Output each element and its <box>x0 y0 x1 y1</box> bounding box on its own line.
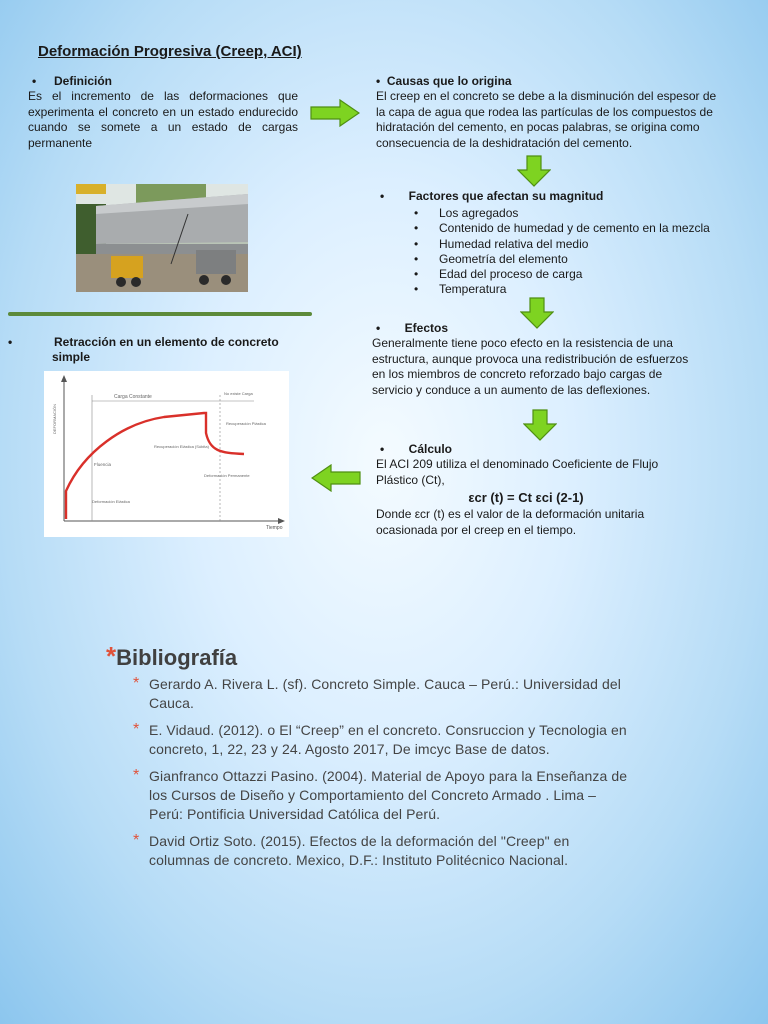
star-bullet-icon: * <box>133 721 140 738</box>
arrow-down-icon <box>523 409 557 441</box>
calculo-text: El ACI 209 utiliza el denominado Coeficiente de Flujo Plástico (Ct), <box>376 457 659 487</box>
bibliografia-item: * Gianfranco Ottazzi Pasino. (2004). Material de Apoyo para la Enseñanza de los Cursos de Diseño y Comportamiento del Concreto Armado . Lima – Perú: Pontificia Universidad Católica del Perú. <box>133 767 628 822</box>
retraccion-heading: • Retracción en un elemento de concreto simple <box>8 335 279 364</box>
definicion-heading: • Definición <box>32 74 113 88</box>
calculo-formula: εcr (t) = Ct εci (2-1) <box>468 490 584 505</box>
calculo-section <box>376 442 676 538</box>
arrow-left-icon <box>311 464 361 492</box>
efectos-section <box>372 321 692 398</box>
creep-deformation-chart <box>44 371 289 537</box>
causas-heading: • Causas que lo origina <box>376 74 512 88</box>
factor-item: • Contenido de humedad y de cemento en la mezcla <box>376 221 746 236</box>
factores-section <box>376 189 746 298</box>
chart-label-fluencia: Fluencia <box>94 462 112 467</box>
factor-item: • Temperatura <box>376 282 746 297</box>
retraccion-section <box>8 335 298 365</box>
star-bullet-icon: * <box>133 675 140 692</box>
efectos-text: Generalmente tiene poco efecto en la resistencia de una estructura, aunque provoca una redistribución de esfuerzos en los miembros de concreto reforzado bajo cargas de servicio y conduce a un aumento de las deflexiones. <box>372 336 689 397</box>
calculo-text2: Donde εcr (t) es el valor de la deformación unitaria ocasionada por el creep en el tiempo. <box>376 507 645 537</box>
slide-title: Deformación Progresiva (Creep, ACI) <box>38 43 302 60</box>
chart-label-def-permanente: Deformación Permanente <box>204 473 250 478</box>
chart-label-carga: Carga Constante <box>114 394 152 400</box>
calculo-heading: • Cálculo <box>380 442 453 456</box>
star-bullet-icon: * <box>133 832 140 849</box>
factores-list <box>376 206 746 298</box>
chart-xlabel: Tiempo <box>266 525 283 531</box>
causas-text: El creep en el concreto se debe a la disminución del espesor de la capa de agua que rodea las partículas de los compuestos de hidratación del cemento, en pocas palabras, se origina como consecuencia de la deshidratación del cemento. <box>376 89 717 150</box>
definicion-text: Es el incremento de las deformaciones que experimenta el concreto en un estado endurecido cuando se somete a un estado de cargas permanente <box>28 89 298 150</box>
bibliografia-item: * Gerardo A. Rivera L. (sf). Concreto Simple. Cauca – Perú.: Universidad del Cauca. <box>133 675 621 711</box>
bibliografia-list <box>133 675 631 878</box>
star-bullet-icon: * <box>106 641 117 671</box>
bibliografia-item: * E. Vidaud. (2012). o El “Creep” en el concreto. Consruccion y Tecnologia en concreto, 1, 22, 23 y 24. Agosto 2017, De imcyc Base de datos. <box>133 721 627 757</box>
chart-label-no-existe: No existe Carga <box>224 391 253 396</box>
factor-item: • Humedad relativa del medio <box>376 237 746 252</box>
bibliografia-title: *Bibliografía <box>106 641 238 671</box>
arrow-right-icon <box>310 99 360 127</box>
factor-item: • Los agregados <box>376 206 746 221</box>
chart-ylabel: DEFORMACIÓN <box>52 404 57 434</box>
bibliografia-item: * David Ortiz Soto. (2015). Efectos de la deformación del "Creep" en columnas de concreto. Mexico, D.F.: Instituto Politécnico Nacional. <box>133 832 570 868</box>
chart-label-rec-elastica: Recuperación Elástica (Súbita) <box>154 444 209 449</box>
factor-item: • Edad del proceso de carga <box>376 267 746 282</box>
star-bullet-icon: * <box>133 767 140 784</box>
arrow-down-icon <box>517 155 551 187</box>
factores-heading: • Factores que afectan su magnitud <box>380 189 604 203</box>
section-divider <box>8 312 312 316</box>
definicion-section <box>28 74 298 151</box>
chart-label-rec-plastica: Recuperación Plástica <box>226 421 266 426</box>
chart-label-def-elastica: Deformación Elástica <box>92 499 130 504</box>
efectos-heading: • Efectos <box>376 321 449 335</box>
beam-photo <box>76 184 248 292</box>
causas-section <box>376 74 726 151</box>
factor-item: • Geometría del elemento <box>376 252 746 267</box>
